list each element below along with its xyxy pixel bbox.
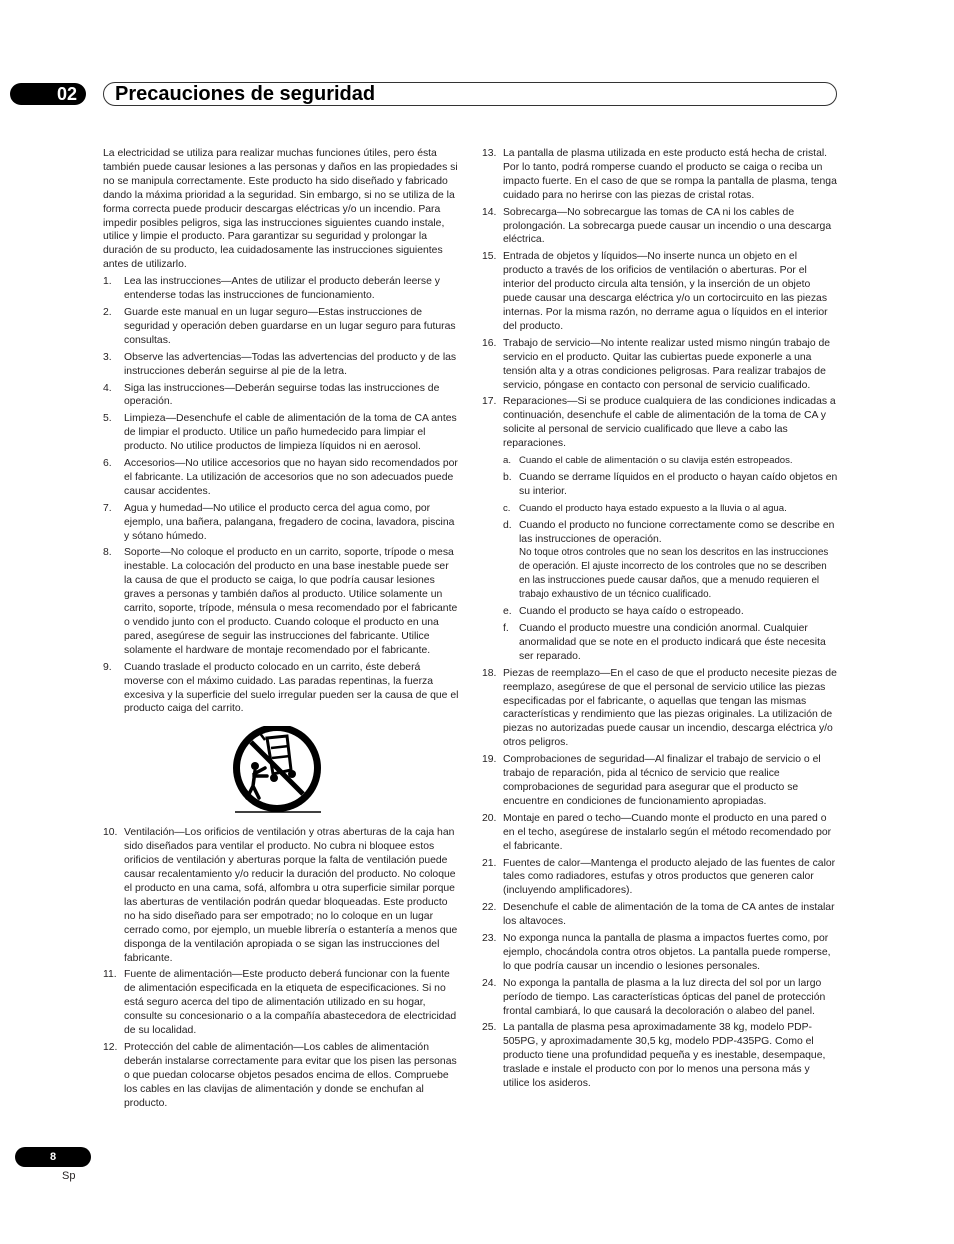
list-item bbox=[103, 661, 459, 717]
item-text: Soporte—No coloque el producto en un carrito, soporte, trípode o mesa inestable. La colocación del producto en una base inestable puede ser la causa de que el producto se caiga, lo que podría causar lesiones graves a personas y también daños al producto. Utilice solamente un carrito, soporte, trípode, ménsula o mesa recomendado por el fabricante o vendido junto con el producto. Cuando coloque el producto en una pared, asegúrese de seguir las instrucciones del fabricante. Utilice solamente el hardware de montaje recomendado por el fabricante. bbox=[124, 547, 458, 656]
list-item bbox=[482, 932, 838, 974]
item-text: No exponga nunca la pantalla de plasma a impactos fuertes como, por ejemplo, chocándola contra otros objetos. La pantalla puede romperse, lo que podría causar un incendio o lesiones personales. bbox=[503, 933, 831, 972]
item-number: 3. bbox=[103, 351, 112, 363]
sub-text: Cuando el producto muestre una condición anormal. Cualquier anormalidad que se note en el producto indicará que éste necesita ser reparado. bbox=[519, 623, 826, 662]
item-text: Piezas de reemplazo—En el caso de que el producto necesite piezas de reemplazo, asegúrese de que el personal de servicio utilice las piezas especificadas por el fabricante, o aquellas que tengan las mismas características y rendimiento que las piezas originales. La utilización de piezas no autorizadas puede causar un incendio, descarga eléctrica y/o otros peligros. bbox=[503, 667, 837, 749]
list-item bbox=[482, 395, 838, 663]
item-number: 7. bbox=[103, 502, 112, 514]
item-text: Protección del cable de alimentación—Los cables de alimentación deberán instalarse correctamente para evitar que los pisen las personas o que puedan colocarse objetos pesados encima de ellos. Compruebe los cables en las clavijas de alimentación y donde se enchufan al producto. bbox=[124, 1041, 457, 1109]
item-text: Comprobaciones de seguridad—Al finalizar el trabajo de servicio o el trabajo de reparación, pida al técnico de servicio que realice comprobaciones de seguridad para asegurar que el producto se encuentre en condiciones de funcionamiento apropiadas. bbox=[503, 754, 821, 807]
item-number: 6. bbox=[103, 458, 112, 470]
sub-d-note: No toque otros controles que no sean los descritos en las instrucciones de operación. El ajuste incorrecto de los controles que no se describen en las instrucciones puede causar daños, que a menudo requieren el trabajo exhaustivo de un técnico cualificado. bbox=[519, 547, 829, 601]
sub-item bbox=[503, 454, 838, 468]
sub-text: Cuando el producto se haya caído o estropeado. bbox=[519, 606, 744, 618]
sub-letter: a. bbox=[503, 455, 512, 467]
list-item bbox=[482, 857, 838, 899]
item-number: 10. bbox=[103, 827, 118, 839]
item-text: Reparaciones—Si se produce cualquiera de las condiciones indicadas a continuación, desenchufe el cable de alimentación de la toma de CA y solicite al personal de servicio cualificado que lleve a cabo las reparaciones. bbox=[503, 396, 836, 450]
list-item bbox=[103, 351, 459, 379]
item-number: 5. bbox=[103, 413, 112, 425]
sub-text: Cuando el producto no funcione correctamente como se describe en las instrucciones de operación. bbox=[519, 519, 835, 545]
item-number: 18. bbox=[482, 667, 497, 679]
list-item bbox=[482, 206, 838, 248]
list-item bbox=[103, 826, 459, 965]
sub-list bbox=[503, 454, 838, 664]
item-text: La pantalla de plasma utilizada en este producto está hecha de cristal. Por lo tanto, podrá romperse cuando el producto se caiga o reciba un impacto fuerte. En el caso de que se rompa la pantalla de plasma, tenga cuidado para no herirse con las piezas de cristal rotas. bbox=[503, 148, 837, 201]
item-number: 22. bbox=[482, 902, 497, 914]
list-item bbox=[482, 667, 838, 750]
item-number: 1. bbox=[103, 276, 112, 288]
cart-warning-figure bbox=[103, 726, 459, 816]
item-text: Agua y humedad—No utilice el producto cerca del agua como, por ejemplo, una bañera, palangana, fregadero de cocina, lavadora, piscina y sótano húmedo. bbox=[124, 502, 455, 542]
list-item bbox=[103, 457, 459, 499]
page-number-badge: 8 bbox=[15, 1147, 91, 1167]
list-item bbox=[103, 502, 459, 544]
sub-text: Cuando se derrame líquidos en el producto o hayan caído objetos en su interior. bbox=[519, 471, 838, 497]
sub-letter: c. bbox=[503, 502, 511, 514]
sub-item bbox=[503, 605, 838, 619]
chapter-badge: 02 bbox=[10, 83, 86, 105]
item-text: No exponga la pantalla de plasma a la luz directa del sol por un largo período de tiempo. Las características ópticas del panel de protección frontal cambiará, lo que causará la decoloración o alabeo del panel. bbox=[503, 977, 826, 1017]
item-number: 25. bbox=[482, 1022, 497, 1034]
item-text: Cuando traslade el producto colocado en un carrito, éste deberá moverse con el máximo cuidado. Las paradas repentinas, la fuerza excesiva y la superficie del suelo irregular pueden ser la causa de que el producto caiga del carrito. bbox=[124, 661, 459, 715]
sub-letter: f. bbox=[503, 623, 509, 634]
item-number: 12. bbox=[103, 1041, 118, 1053]
item-number: 20. bbox=[482, 812, 497, 824]
item-number: 2. bbox=[103, 306, 112, 318]
right-column bbox=[482, 147, 838, 1094]
item-text: Fuentes de calor—Mantenga el producto alejado de las fuentes de calor tales como radiadores, estufas y otros productos que generen calor (incluyendo amplificadores). bbox=[503, 857, 836, 897]
list-item bbox=[103, 306, 459, 348]
item-number: 9. bbox=[103, 661, 112, 673]
item-number: 24. bbox=[482, 977, 497, 989]
item-text: Accesorios—No utilice accesorios que no hayan sido recomendados por el fabricante. La utilización de accesorios que no son adecuados puede causar accidentes. bbox=[124, 458, 458, 497]
item-text: Sobrecarga—No sobrecargue las tomas de CA ni los cables de prolongación. La sobrecarga puede causar un incendio o una descarga eléctrica. bbox=[503, 206, 832, 246]
list-item bbox=[482, 250, 838, 333]
list-item bbox=[482, 977, 838, 1019]
item-text: Desenchufe el cable de alimentación de la toma de CA antes de instalar los altavoces. bbox=[503, 902, 835, 928]
item-text: Observe las advertencias—Todas las advertencias del producto y de las instrucciones deberán seguirse al pie de la letra. bbox=[124, 351, 457, 377]
item-text: Ventilación—Los orificios de ventilación y otras aberturas de la caja han sido diseñados para ventilar el producto. No cubra ni bloquee estos orificios de ventilación y aberturas porque la falta de ventilación puede causar recalentamiento y/o reducir la duración del producto. No coloque el producto en una cama, sofá, alfombra u otra superficie similar porque las aberturas de ventilación podrán quedar bloqueadas. Este producto no ha sido diseñado para ser empotrado; no lo coloque en un lugar cerrado como, por ejemplo, un mueble librería o estantería a menos que disponga de la ventilación apropiada o se sigan las instrucciones del fabricante. bbox=[124, 827, 458, 964]
intro-paragraph: La electricidad se utiliza para realizar muchas funciones útiles, pero ésta también puede causar lesiones a las personas y daños en las propiedades si no se manipula correctamente. Este producto ha sido diseñado y fabricado dando la máxima prioridad a la seguridad. Sin embargo, si no se utiliza de la forma correcta puede producir descargas eléctricas y/o un incendio. Para impedir posibles peligros, siga las instrucciones siguientes cuando instale, utilice y limpie el producto. Para garantizar su seguridad y prolongar la duración de su producto, lea cuidadosamente las instrucciones siguientes antes de utilizarlo. bbox=[103, 148, 458, 271]
item-number: 21. bbox=[482, 857, 497, 869]
list-item bbox=[482, 337, 838, 393]
list-item bbox=[103, 275, 459, 303]
item-text: Guarde este manual en un lugar seguro—Estas instrucciones de seguridad y operación deben guardarse en un lugar seguro para futuras consultas. bbox=[124, 306, 456, 346]
sub-text: Cuando el cable de alimentación o su clavija estén estropeados. bbox=[519, 455, 793, 467]
item-number: 8. bbox=[103, 547, 112, 559]
item-text: La pantalla de plasma pesa aproximadamente 38 kg, modelo PDP-505PG, y aproximadamente 30,5 kg, modelo PDP-435PG. Como el producto tiene una profundidad pequeña y es inestable, desempaque, traslade e instale el producto con por lo menos una persona más y utilice los asideros. bbox=[503, 1022, 826, 1090]
item-number: 15. bbox=[482, 251, 497, 263]
item-number: 17. bbox=[482, 396, 497, 408]
list-item bbox=[482, 812, 838, 854]
item-text: Lea las instrucciones—Antes de utilizar el producto deberán leerse y entenderse todas las instrucciones de funcionamiento. bbox=[124, 276, 440, 302]
sub-letter: b. bbox=[503, 471, 512, 483]
list-item bbox=[482, 147, 838, 203]
sub-item bbox=[503, 502, 838, 516]
list-item bbox=[482, 1021, 838, 1091]
item-number: 13. bbox=[482, 148, 497, 159]
list-item bbox=[103, 1041, 459, 1111]
item-number: 14. bbox=[482, 206, 497, 218]
list-item bbox=[482, 753, 838, 809]
sub-letter: d. bbox=[503, 519, 512, 531]
sub-item bbox=[503, 622, 838, 664]
sub-text: Cuando el producto haya estado expuesto a la lluvia o al agua. bbox=[519, 502, 787, 514]
page-language-label: Sp bbox=[62, 1170, 76, 1182]
list-item bbox=[103, 968, 459, 1038]
left-column bbox=[103, 147, 459, 1113]
list-item bbox=[482, 901, 838, 929]
list-item bbox=[103, 382, 459, 410]
item-number: 19. bbox=[482, 754, 497, 766]
item-number: 23. bbox=[482, 933, 497, 945]
item-text: Fuente de alimentación—Este producto deberá funcionar con la fuente de alimentación especificada en la etiqueta de especificaciones. Si no está seguro acerca del tipo de alimentación utilizado en su hogar, consulte su concesionario o a la compañía abastecedora de electricidad de su localidad. bbox=[124, 969, 457, 1037]
sub-item bbox=[503, 519, 838, 602]
item-text: Limpieza—Desenchufe el cable de alimentación de la toma de CA antes de limpiar el producto. Utilice un paño humedecido para limpiar el producto. No utilice productos de limpieza líquidos ni en aerosol. bbox=[124, 413, 457, 453]
item-text: Siga las instrucciones—Deberán seguirse todas las instrucciones de operación. bbox=[124, 382, 440, 408]
sub-letter: e. bbox=[503, 606, 512, 618]
sub-item bbox=[503, 471, 838, 499]
list-item bbox=[103, 412, 459, 454]
item-text: Trabajo de servicio—No intente realizar usted mismo ningún trabajo de servicio en el producto. Quitar las cubiertas puede exponerle a una tensión alta y a otras condiciones peligrosas. Para realizar trabajos de servicio, póngase en contacto con personal de servicio cualificado. bbox=[503, 337, 831, 391]
page-title: Precauciones de seguridad bbox=[115, 83, 376, 105]
item-number: 4. bbox=[103, 382, 112, 394]
item-text: Montaje en pared o techo—Cuando monte el producto en una pared o en el techo, asegúrese de instalarlo según el método recomendado por el fabricante. bbox=[503, 812, 832, 852]
item-text: Entrada de objetos y líquidos—No inserte nunca un objeto en el producto a través de los orificios de ventilación o aberturas. Por el interior del producto circula alta tensión, y la inserción de un objeto puede causar una descarga eléctrica y/o un cortocircuito en las piezas internas. Por la misma razón, no derrame agua o líquidos en el interior del producto. bbox=[503, 251, 828, 332]
no-cart-tipping-icon bbox=[229, 726, 329, 816]
list-item bbox=[103, 546, 459, 657]
item-number: 16. bbox=[482, 337, 497, 349]
item-number: 11. bbox=[103, 969, 117, 981]
